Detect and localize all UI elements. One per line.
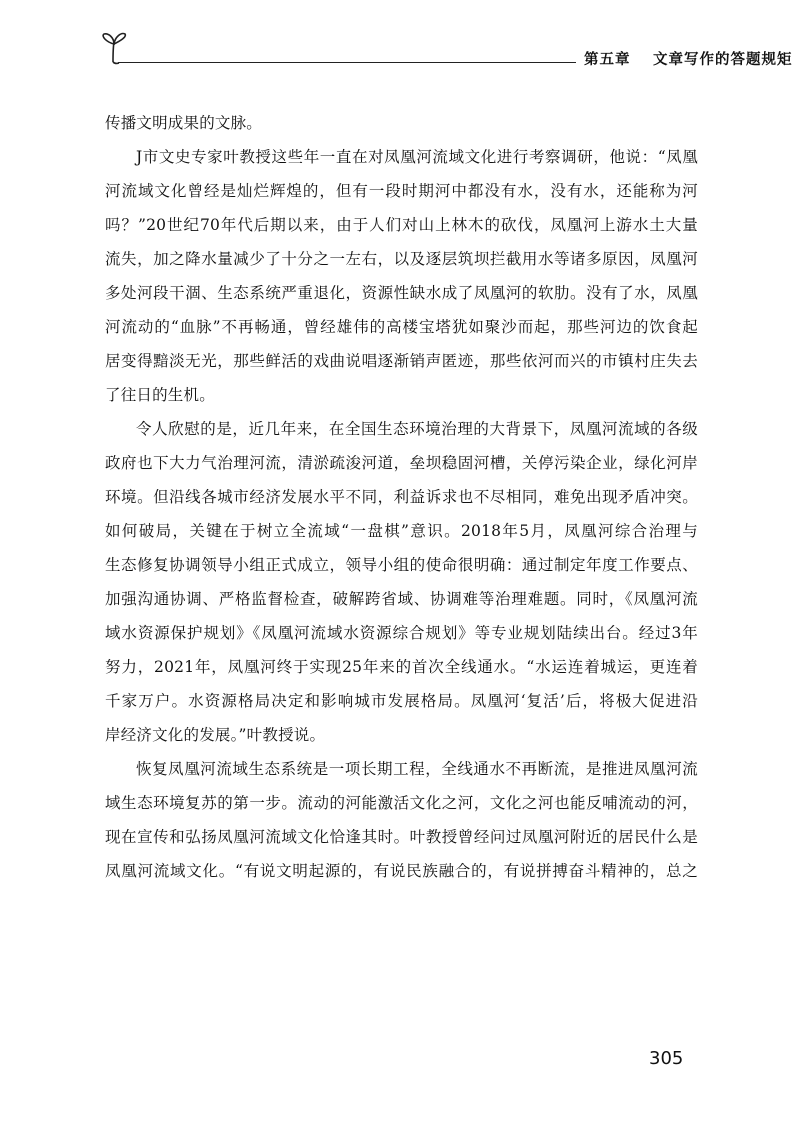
text-line: 凤凰河流域文化。“有说文明起源的，有说民族融合的，有说拼搏奋斗精神的，总之 <box>105 862 698 880</box>
text-line: J市文史专家叶教授这些年一直在对凤凰河流域文化进行考察调研，他说：“凤凰 <box>136 148 698 166</box>
text-line: 努力，2021年，凤凰河终于实现25年来的首次全线通水。“水运连着城运，更连着 <box>105 658 698 676</box>
body-text <box>105 106 698 888</box>
text-line: 多处河段干涸、生态系统严重退化，资源性缺水成了凤凰河的软肋。没有了水，凤凰 <box>105 284 698 302</box>
text-line: 现在宣传和弘扬凤凰河流域文化恰逢其时。叶教授曾经问过凤凰河附近的居民什么是 <box>105 828 698 846</box>
text-line: 吗？”20世纪70年代后期以来，由于人们对山上林木的砍伐，凤凰河上游水土大量 <box>105 216 698 234</box>
text-line: 河流动的“血脉”不再畅通，曾经雄伟的高楼宝塔犹如聚沙而起，那些河边的饮食起 <box>105 318 698 336</box>
text-line: 生态修复协调领导小组正式成立，领导小组的使命很明确：通过制定年度工作要点、 <box>105 556 698 574</box>
page-header <box>100 32 793 72</box>
text-line: 令人欣慰的是，近几年来，在全国生态环境治理的大背景下，凤凰河流域的各级 <box>136 420 698 438</box>
text-line: 恢复凤凰河流域生态系统是一项长期工程，全线通水不再断流，是推进凤凰河流 <box>136 760 698 778</box>
text-line: 岸经济文化的发展。”叶教授说。 <box>105 726 326 744</box>
chapter-number: 第五章 <box>584 52 631 68</box>
text-line: 域生态环境复苏的第一步。流动的河能激活文化之河，文化之河也能反哺流动的河， <box>105 794 698 812</box>
text-line: 如何破局，关键在于树立全流域“一盘棋”意识。2018年5月，凤凰河综合治理与 <box>105 522 698 540</box>
text-line: 了往日的生机。 <box>105 386 215 404</box>
text-line: 政府也下大力气治理河流，清淤疏浚河道，垒坝稳固河槽，关停污染企业，绿化河岸 <box>105 454 698 472</box>
text-line: 传播文明成果的文脉。 <box>105 114 263 132</box>
sprout-icon <box>100 32 130 66</box>
text-line: 流失，加之降水量减少了十分之一左右，以及逐层筑坝拦截用水等诸多原因，凤凰河 <box>105 250 698 268</box>
text-line: 千家万户。水资源格局决定和影响城市发展格局。凤凰河‘复活’后，将极大促进沿 <box>105 692 698 710</box>
page-number: 305 <box>649 1048 684 1069</box>
text-line: 环境。但沿线各城市经济发展水平不同，利益诉求也不尽相同，难免出现矛盾冲突。 <box>105 488 698 506</box>
text-line: 河流域文化曾经是灿烂辉煌的，但有一段时期河中都没有水，没有水，还能称为河 <box>105 182 698 200</box>
header-rule <box>118 62 576 63</box>
chapter-title: 文章写作的答题规矩 <box>653 52 793 68</box>
text-line: 加强沟通协调、严格监督检查，破解跨省域、协调难等治理难题。同时，《凤凰河流 <box>105 590 698 608</box>
text-line: 居变得黯淡无光，那些鲜活的戏曲说唱逐渐销声匿迹，那些依河而兴的市镇村庄失去 <box>105 352 698 370</box>
text-line: 域水资源保护规划》《凤凰河流域水资源综合规划》等专业规划陆续出台。经过3年 <box>105 624 698 642</box>
